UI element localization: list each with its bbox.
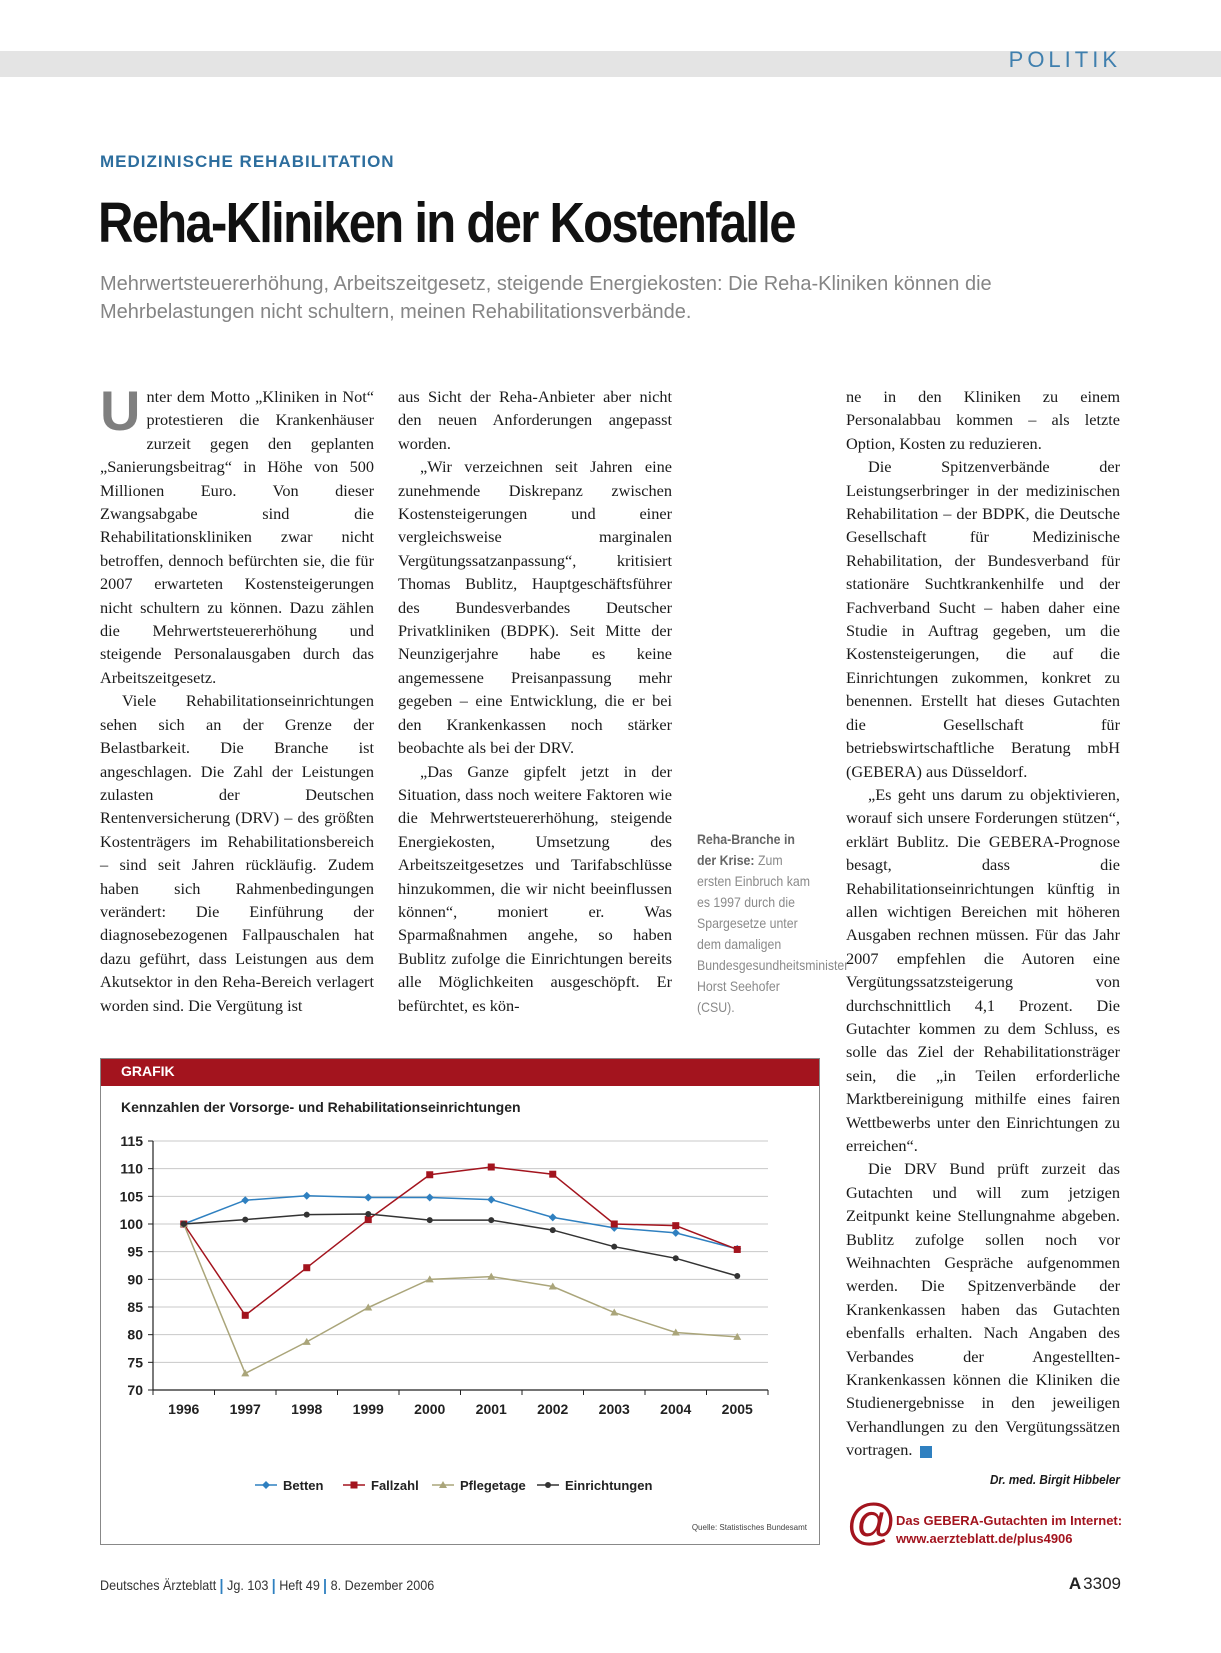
web-reference-link[interactable]: www.aerzteblatt.de/plus4906 bbox=[896, 1531, 1073, 1546]
x-tick-label: 2004 bbox=[660, 1401, 692, 1417]
data-point-einrichtungen bbox=[365, 1211, 371, 1217]
x-tick-label: 2001 bbox=[475, 1401, 507, 1417]
data-point-betten bbox=[426, 1193, 434, 1201]
data-point-einrichtungen bbox=[550, 1227, 556, 1233]
series-line-fallzahl bbox=[184, 1167, 738, 1315]
at-sign-icon: @ bbox=[846, 1494, 897, 1550]
y-tick-label: 100 bbox=[119, 1216, 143, 1232]
y-tick-label: 75 bbox=[127, 1354, 143, 1371]
y-tick-label: 90 bbox=[127, 1271, 143, 1288]
data-point-betten bbox=[672, 1229, 680, 1237]
x-tick-label: 1998 bbox=[291, 1401, 323, 1417]
paragraph bbox=[846, 1157, 1120, 1461]
legend-label-betten: Betten bbox=[283, 1478, 324, 1493]
data-point-fallzahl bbox=[549, 1171, 556, 1178]
x-tick-label: 2005 bbox=[721, 1401, 753, 1417]
series-line-betten bbox=[184, 1196, 738, 1249]
chart-title: Kennzahlen der Vorsorge- und Rehabilitationseinrichtungen bbox=[121, 1099, 521, 1115]
line-chart bbox=[101, 1059, 819, 1544]
data-point-fallzahl bbox=[672, 1222, 679, 1229]
footer-separator bbox=[221, 1579, 223, 1594]
legend-marker-einrichtungen bbox=[545, 1482, 551, 1488]
footer-separator bbox=[273, 1579, 275, 1594]
legend-marker-betten bbox=[262, 1481, 270, 1489]
paragraph: Viele Rehabilitationseinrichtungen sehen sich an der Grenze der Belastbarkeit. Die Branche ist angeschlagen. Die Zahl der Leistungen zulasten der Deutschen Rentenversicherung (DRV) – des größten Kostenträgers im Rehabilitationsbereich – sind seit Jahren rückläufig. Zudem haben sich Rahmenbedingungen verändert: Die Einführung der diagnosebezogenen Fallpauschalen hat dazu geführt, dass Leistungen aus dem Akutsektor in den Reha-Bereich verlagert worden sind. Die Vergütung ist bbox=[100, 691, 374, 1015]
x-tick-label: 2003 bbox=[598, 1401, 630, 1417]
author-byline: Dr. med. Birgit Hibbeler bbox=[989, 1471, 1120, 1487]
y-tick-label: 85 bbox=[127, 1299, 143, 1315]
web-reference-label: Das GEBERA-Gutachten im Internet: bbox=[896, 1513, 1123, 1528]
x-tick-label: 1999 bbox=[352, 1401, 384, 1417]
data-point-betten bbox=[487, 1196, 495, 1204]
end-mark-icon bbox=[920, 1446, 932, 1458]
data-point-fallzahl bbox=[365, 1216, 372, 1223]
journal-issue: Heft 49 bbox=[279, 1577, 320, 1593]
page-number-value: 3309 bbox=[1083, 1574, 1121, 1593]
x-tick-label: 2002 bbox=[537, 1401, 569, 1417]
paragraph: „Es geht uns darum zu objektivieren, worauf sich unsere Forderungen stützen“, erklärt Bublitz. Die GEBERA-Prognose besagt, dass die Rehabilitationseinrichtungen künftig in allen wichtigen Bereichen mit höheren Ausgaben rechnen müssen. Für das Jahr 2007 empfehlen die Autoren eine Vergütungssatzsteigerung von durchschnittlich 4,1 Prozent. Die Gutachter kommen zu dem Schluss, es solle das Ziel der Rehabilitationsträger sein, die „in Teilen erforderliche Marktbereinigung mithilfe eines fairen Wettbewerbs unter den Einrichtungen zu erreichen“. bbox=[846, 784, 1120, 1155]
series-line-einrichtungen bbox=[184, 1214, 738, 1276]
data-point-einrichtungen bbox=[242, 1217, 248, 1223]
journal-volume: Jg. 103 bbox=[227, 1577, 269, 1593]
data-point-einrichtungen bbox=[304, 1212, 310, 1218]
paragraph: „Das Ganze gipfelt jetzt in der Situation, dass noch weitere Faktoren wie die Mehrwertsteuererhöhung, steigende Energiekosten, Umsetzung des Arbeitszeitgesetzes und Tarifabschlüsse hinzukommen, die wir nicht beeinflussen können“, moniert er. Was Sparmaßnahmen angehe, so haben Bublitz zufolge die Einrichtungen bereits alle Möglichkeiten ausgeschöpft. Er befürchtet, es kön- bbox=[398, 761, 672, 1015]
y-tick-label: 115 bbox=[120, 1133, 143, 1149]
chart-box bbox=[100, 1058, 820, 1545]
data-point-einrichtungen bbox=[427, 1217, 433, 1223]
data-point-einrichtungen bbox=[673, 1255, 679, 1261]
footer-separator bbox=[324, 1579, 326, 1594]
data-point-einrichtungen bbox=[181, 1221, 187, 1227]
page-prefix: A bbox=[1068, 1574, 1082, 1593]
legend-label-pflegetage: Pflegetage bbox=[460, 1478, 526, 1493]
journal-date: 8. Dezember 2006 bbox=[330, 1577, 435, 1593]
paragraph: „Wir verzeichnen seit Jahren eine zunehmende Diskrepanz zwischen Kostensteigerungen und einer vergleichsweise marginalen Vergütungssatzanpassung“, kritisiert Thomas Bublitz, Hauptgeschäftsführer des Bundesverbandes Deutscher Privatkliniken (BDPK). Seit Mitte der Neunzigerjahre habe es keine angemessene Preisanpassung mehr gegeben – eine Entwicklung, die er bei den Krankenkassen noch stärker beobachte als bei der DRV. bbox=[398, 457, 672, 758]
data-point-fallzahl bbox=[734, 1246, 741, 1253]
paragraph: Die Spitzenverbände der Leistungserbringer in der medizinischen Rehabilitation – der BDPK, die Deutsche Gesellschaft für Medizinische Rehabilitation, der Bundesverband für stationäre Suchtkrankenhilfe und der Fachverband Sucht – haben daher eine Studie in Auftrag gegeben, um die Kostensteigerungen, die auf die Einrichtungen zukommen, konkret zu benennen. Erstellt hat dieses Gutachten die Gesellschaft für betriebswirtschaftliche Beratung mbH (GEBERA) aus Düsseldorf. bbox=[846, 457, 1120, 781]
data-point-einrichtungen bbox=[734, 1273, 740, 1279]
web-reference bbox=[846, 1494, 1126, 1553]
article-column-1 bbox=[100, 379, 374, 1017]
section-label: POLITIK bbox=[1008, 47, 1121, 72]
y-tick-label: 105 bbox=[119, 1188, 143, 1205]
data-point-pflegetage bbox=[241, 1369, 249, 1376]
journal-name: Deutsches Ärzteblatt bbox=[100, 1577, 217, 1593]
legend-label-einrichtungen: Einrichtungen bbox=[565, 1478, 653, 1493]
data-point-fallzahl bbox=[611, 1221, 618, 1228]
article-column-3 bbox=[846, 385, 1120, 1491]
y-tick-label: 70 bbox=[127, 1382, 143, 1398]
data-point-fallzahl bbox=[426, 1171, 433, 1178]
y-tick-label: 80 bbox=[127, 1326, 143, 1343]
chart-source: Quelle: Statistisches Bundesamt bbox=[691, 1523, 807, 1532]
y-tick-label: 95 bbox=[127, 1243, 143, 1260]
x-tick-label: 1997 bbox=[229, 1401, 261, 1417]
paragraph: ne in den Kliniken zu einem Personalabbau kommen – als letzte Option, Kosten zu reduzieren. bbox=[846, 387, 1120, 453]
data-point-einrichtungen bbox=[488, 1217, 494, 1223]
legend-label-fallzahl: Fallzahl bbox=[371, 1478, 419, 1493]
data-point-betten bbox=[549, 1213, 557, 1221]
data-point-fallzahl bbox=[488, 1164, 495, 1171]
caption-heading: Reha-Branche in der Krise: bbox=[697, 831, 795, 868]
legend-marker-fallzahl bbox=[351, 1482, 358, 1489]
chart-header-label: GRAFIK bbox=[121, 1063, 175, 1079]
caption-text: Zum ersten Einbruch kam es 1997 durch die Spargesetze unter dem damaligen Bundesgesundheitsminister Horst Seehofer (CSU). bbox=[697, 852, 849, 1015]
paragraph: aus Sicht der Reha-Anbieter aber nicht den neuen Anforderungen angepasst worden. bbox=[398, 387, 672, 453]
data-point-fallzahl bbox=[303, 1264, 310, 1271]
article-teaser: Mehrwertsteuererhöhung, Arbeitszeitgesetz, steigende Energiekosten: Die Reha-Kliniken können die Mehrbelastungen nicht schultern, meinen Rehabilitationsverbände. bbox=[100, 273, 992, 323]
page-number bbox=[1069, 1574, 1121, 1594]
paragraph: nter dem Motto „Kliniken in Not“ protestieren die Krankenhäuser zurzeit gegen den geplanten „Sanierungsbeitrag“ in Höhe von 500 Millionen Euro. Von dieser Zwangsabgabe sind die Rehabilitationskliniken zwar nicht betroffen, dennoch befürchten sie, die für 2007 erwarteten Kostensteigerungen nicht schultern zu können. Dazu zählen die Mehrwertsteuererhöhung und steigende Personalausgaben durch das Arbeitszeitgesetz. bbox=[100, 387, 374, 687]
data-point-fallzahl bbox=[242, 1312, 249, 1319]
x-tick-label: 1996 bbox=[168, 1401, 200, 1417]
paragraph-text: Die DRV Bund prüft zurzeit das Gutachten und will zum jetzigen Zeitpunkt keine Stellungnahme abgeben. Bublitz zufolge sollen noch vor Weihnachten Gespräche aufgenommen werden. Die Spitzenverbände der Krankenkassen haben das Gutachten ebenfalls erhalten. Nach Angaben des Verbandes der Angestellten-Krankenkassen können die Kliniken die Studienergebnisse in den jeweiligen Verhandlungen zu den Vergütungssätzen vortragen. bbox=[846, 1159, 1120, 1460]
data-point-betten bbox=[241, 1196, 249, 1204]
sidebar-caption bbox=[697, 829, 849, 1018]
data-point-betten bbox=[303, 1192, 311, 1200]
article-kicker: MEDIZINISCHE REHABILITATION bbox=[100, 152, 395, 171]
drop-cap: U bbox=[100, 379, 141, 442]
web-reference-text bbox=[896, 1512, 1122, 1548]
data-point-einrichtungen bbox=[611, 1244, 617, 1250]
page-footer bbox=[100, 1577, 434, 1594]
article-column-2 bbox=[398, 385, 672, 1017]
y-tick-label: 110 bbox=[120, 1160, 143, 1177]
x-tick-label: 2000 bbox=[414, 1401, 446, 1417]
data-point-betten bbox=[364, 1193, 372, 1201]
data-point-pflegetage bbox=[303, 1338, 311, 1345]
article-headline: Reha-Kliniken in der Kostenfalle bbox=[98, 191, 795, 255]
